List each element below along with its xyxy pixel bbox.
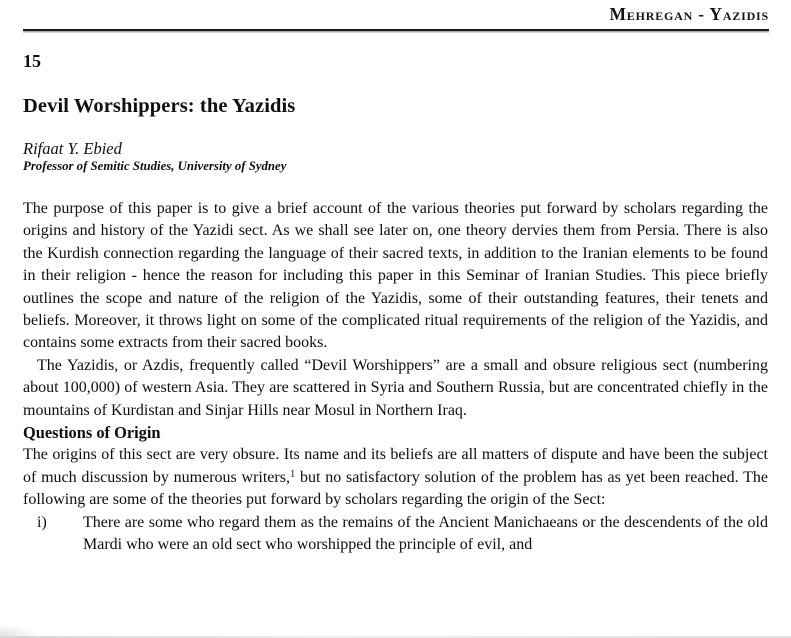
list-item-marker: i) [37, 513, 47, 531]
footnote-marker: 1 [289, 468, 296, 480]
author-affiliation: Professor of Semitic Studies, University of Sydney [23, 159, 287, 173]
chapter-number: 15 [23, 51, 41, 71]
paragraph-yazidis-overview: The Yazidis, or Azdis, frequently called “Devil Worshippers” are a small and obsure religious sect (numbering about 100,000) of western Asia. They are scattered in Syria and Southern Russia, but are concentrated chiefly in the mountains of Kurdistan and Sinjar Hills near Mosul in Northern Iraq. [23, 356, 768, 419]
running-head: Mehregan - Yazidis [609, 4, 769, 24]
section-heading-questions-of-origin: Questions of Origin [23, 423, 161, 443]
paragraph-origins-text-after-footnote: but no satisfactory solution of the problem has as yet been reached. The following are some of the theories put forward by scholars regarding the origin of the Sect: [23, 468, 768, 509]
header-rule [23, 29, 769, 31]
paragraph-origins [23, 444, 768, 511]
author-name: Rifaat Y. Ebied [23, 139, 122, 158]
body-text [23, 198, 768, 557]
page-title: Devil Worshippers: the Yazidis [23, 95, 296, 117]
list-item [23, 512, 768, 557]
paragraph-origins-text-before-footnote: The origins of this sect are very obsure. Its name and its beliefs are all matters of dispute and have been the subject of much discussion by numerous writers, [23, 446, 768, 486]
paragraph-intro: The purpose of this paper is to give a brief account of the various theories put forward by scholars regarding the origins and history of the Yazidi sect. As we shall see later on, one theory dervies them from Persia. There is also the Kurdish connection regarding the language of their sacred texts, in addition to the Iranian elements to be found in their religion - hence the reason for including this paper in this Seminar of Iranian Studies. This piece briefly outlines the scope and nature of the religion of the Yazidis, some of their outstanding features, their tenets and beliefs. Moreover, it throws light on some of the complicated ritual requirements of the religion of the Yazidis, and contains some extracts from their sacred books. [23, 200, 768, 352]
list-item-text: There are some who regard them as the remains of the Ancient Manichaeans or the descendents of the old Mardi who were an old sect who worshipped the principle of evil, and [83, 513, 768, 554]
